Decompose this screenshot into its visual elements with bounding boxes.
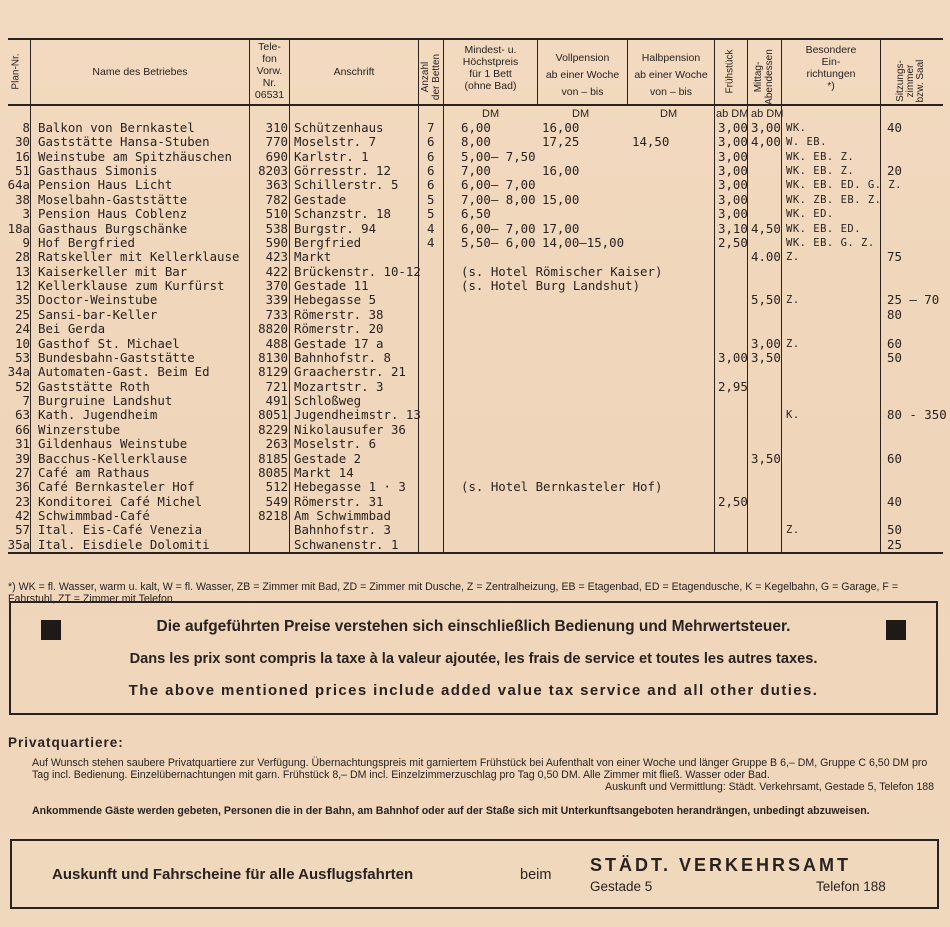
cell-name: Gaststätte Hansa-Stuben: [38, 134, 210, 150]
cell-voll: 17,25: [542, 134, 580, 150]
cell-addr: Burgstr. 94: [294, 220, 377, 236]
cell-name: Café am Rathaus: [38, 464, 150, 480]
cell-mit: 3,00: [751, 335, 781, 351]
cell-sitz: 60: [887, 450, 902, 466]
cell-bes: Z.: [786, 294, 800, 307]
table-row: [0, 437, 950, 451]
table-row: [0, 466, 950, 480]
header-name: Name des Betriebes: [92, 66, 188, 78]
cell-plan: 3: [22, 206, 30, 222]
notice-de: Die aufgeführten Preise verstehen sich einschließlich Bedienung und Mehrwertsteuer.: [156, 618, 791, 635]
header-fruehstueck: Frühstück: [724, 49, 736, 94]
cell-name: Doctor-Weinstube: [38, 292, 158, 308]
cell-tel: 770: [265, 134, 288, 150]
private-agency: Auskunft und Vermittlung: Städt. Verkehrsamt, Gestade 5, Telefon 188: [605, 781, 934, 794]
cell-name: Café Bernkasteler Hof: [38, 479, 195, 495]
cell-name: Gasthaus Simonis: [38, 163, 158, 179]
cell-addr: Gestade 17 a: [294, 335, 384, 351]
cell-fr: 2,50: [718, 234, 748, 250]
unit-mit: ab DM: [751, 108, 784, 120]
cell-tel: 510: [265, 206, 288, 222]
table-row: [0, 380, 950, 394]
cell-name: Pension Haus Coblenz: [38, 206, 188, 222]
private-warning: Ankommende Gäste werden gebeten, Personen die in der Bahn, am Bahnhof oder auf der Staße sich mit Unterkunftsangeboten herandrängen, unbedingt abzuweisen.: [32, 805, 870, 817]
cell-plan: 52: [15, 378, 30, 394]
cell-fr: 3,10: [718, 220, 748, 236]
cell-tel: 339: [265, 292, 288, 308]
cell-plan: 30: [15, 134, 30, 150]
cell-addr: Schloßweg: [294, 393, 362, 409]
cell-name: Gasthof St. Michael: [38, 335, 180, 351]
table-header-rule: [8, 104, 943, 106]
table-row: [0, 351, 950, 365]
cell-addr: Görresstr. 12: [294, 163, 391, 179]
cell-tel: 721: [265, 378, 288, 394]
cell-name: Kaiserkeller mit Bar: [38, 263, 188, 279]
cell-tel: 733: [265, 306, 288, 322]
cell-sitz: 80: [887, 306, 902, 322]
cell-plan: 35a: [7, 536, 30, 552]
cell-tel: 370: [265, 278, 288, 294]
table-row: [0, 164, 950, 178]
header-telefon: Tele- fon Vorw. Nr. 06531: [254, 41, 285, 101]
cell-voll: 17,00: [542, 220, 580, 236]
cell-sitz: 50: [887, 349, 902, 365]
cell-plan: 35: [15, 292, 30, 308]
cell-fr: 3,00: [718, 191, 748, 207]
cell-min: (s. Hotel Burg Landshut): [461, 278, 641, 294]
cell-name: Schwimmbad-Café: [38, 507, 150, 523]
cell-plan: 51: [15, 163, 30, 179]
header-min-max: Mindest- u. Höchstpreis für 1 Bett (ohne Bad): [462, 44, 519, 92]
header-mittag: Mittag- Abendessen: [753, 49, 775, 105]
cell-plan: 8: [22, 120, 30, 135]
cell-tel: 491: [265, 393, 288, 409]
cell-sitz: 40: [887, 493, 902, 509]
table-row: [0, 293, 950, 307]
cell-tel: 8085: [258, 464, 288, 480]
cell-bes: WK. ZB. EB. Z.: [786, 193, 882, 206]
cell-beds: 4: [427, 220, 435, 236]
cell-name: Bundesbahn-Gaststätte: [38, 349, 195, 365]
cell-min: 7,00: [461, 163, 491, 179]
cell-mit: 4.00: [751, 249, 781, 265]
cell-addr: Markt: [294, 249, 332, 265]
cell-mit: 4,50: [751, 220, 781, 236]
table-row: [0, 308, 950, 322]
cell-addr: Gestade 11: [294, 278, 369, 294]
cell-plan: 36: [15, 479, 30, 495]
cell-addr: Moselstr. 7: [294, 134, 377, 150]
cell-addr: Gestade: [294, 191, 347, 207]
cell-sitz: 60: [887, 335, 902, 351]
cell-plan: 63: [15, 407, 30, 423]
private-title: Privatquartiere:: [8, 735, 124, 750]
cell-name: Winzerstube: [38, 421, 121, 437]
notice-fr: Dans les prix sont compris la taxe à la valeur ajoutée, les frais de service et toutes les autres taxes.: [129, 651, 818, 667]
cell-addr: Bahnhofstr. 8: [294, 349, 391, 365]
cell-plan: 66: [15, 421, 30, 437]
cell-tel: 782: [265, 191, 288, 207]
cell-beds: 4: [427, 234, 435, 250]
cell-tel: 512: [265, 479, 288, 495]
cell-bes: WK. EB. G. Z.: [786, 236, 875, 249]
footnote: *) WK = fl. Wasser, warm u. kalt, W = fl. Wasser, ZB = Zimmer mit Bad, ZD = Zimmer mit Dusche, Z = Zentralheizung, EB = Etagenbad, ED = Etagendusche, K = Kegelbahn, G = Garage, F = Fahrstuhl, ZT = Zimmer mit Telefon: [8, 581, 899, 605]
table-row: [0, 509, 950, 523]
cell-min: 7,00– 8,00: [461, 191, 536, 207]
cell-plan: 9: [22, 234, 30, 250]
cell-plan: 31: [15, 436, 30, 452]
table-row: [0, 236, 950, 250]
cell-fr: 3,00: [718, 120, 748, 135]
cell-fr: 3,00: [718, 148, 748, 164]
cell-bes: WK. EB. ED. G. Z.: [786, 179, 902, 192]
cell-addr: Jugendheimstr. 13: [294, 407, 421, 423]
cell-bes: Z.: [786, 337, 800, 350]
cell-sitz: 80 - 350: [887, 407, 947, 423]
cell-addr: Schwanenstr. 1: [294, 536, 399, 552]
cell-min: 6,00– 7,00: [461, 220, 536, 236]
cell-tel: 590: [265, 234, 288, 250]
cell-addr: Römerstr. 31: [294, 493, 384, 509]
cell-addr: Karlstr. 1: [294, 148, 369, 164]
table-row: [0, 480, 950, 494]
cell-fr: 3,00: [718, 163, 748, 179]
cell-tel: 422: [265, 263, 288, 279]
cell-min: 6,00: [461, 120, 491, 135]
table-top-rule: [8, 38, 943, 40]
header-betten: Anzahl der Betten: [420, 53, 442, 101]
cell-mit: 3,00: [751, 120, 781, 135]
cell-plan: 42: [15, 507, 30, 523]
cell-fr: 3,00: [718, 134, 748, 150]
cell-mit: 3,50: [751, 450, 781, 466]
cell-fr: 2,95: [718, 378, 748, 394]
cell-beds: 6: [427, 148, 435, 164]
cell-min: 5,00– 7,50: [461, 148, 536, 164]
cell-min: 6,00– 7,00: [461, 177, 536, 193]
cell-voll: 16,00: [542, 120, 580, 135]
header-halbpension: Halbpension ab einer Woche von – bis: [634, 52, 708, 98]
price-notice-box: [9, 601, 938, 715]
unit-voll: DM: [572, 108, 590, 120]
cell-beds: 7: [427, 120, 435, 135]
cell-plan: 16: [15, 148, 30, 164]
cell-name: Automaten-Gast. Beim Ed: [38, 364, 210, 380]
unit-min: DM: [482, 108, 500, 120]
cell-plan: 39: [15, 450, 30, 466]
cell-addr: Moselstr. 6: [294, 436, 377, 452]
cell-name: Pension Haus Licht: [38, 177, 173, 193]
cell-name: Bacchus-Kellerklause: [38, 450, 188, 466]
cell-bes: WK. EB. ED.: [786, 222, 862, 235]
cell-name: Kath. Jugendheim: [38, 407, 158, 423]
cell-plan: 34a: [7, 364, 30, 380]
cell-plan: 28: [15, 249, 30, 265]
cell-bes: Z.: [786, 524, 800, 537]
cell-addr: Schützenhaus: [294, 120, 384, 135]
cell-name: Weinstube am Spitzhäuschen: [38, 148, 232, 164]
cell-bes: Z.: [786, 251, 800, 264]
cell-plan: 25: [15, 306, 30, 322]
cell-fr: 3,00: [718, 206, 748, 222]
table-row: [0, 452, 950, 466]
cell-min: 6,50: [461, 206, 491, 222]
cell-min: 8,00: [461, 134, 491, 150]
cell-plan: 64a: [7, 177, 30, 193]
cell-plan: 23: [15, 493, 30, 509]
table-row: [0, 279, 950, 293]
cell-addr: Schillerstr. 5: [294, 177, 399, 193]
cell-name: Gasthaus Burgschänke: [38, 220, 188, 236]
cell-sitz: 50: [887, 522, 902, 538]
table-row: [0, 178, 950, 192]
info-beim: beim: [520, 867, 552, 883]
header-besondere: Besondere Ein- richtungen *): [805, 44, 857, 92]
info-text: Auskunft und Fahrscheine für alle Ausflugsfahrten: [52, 866, 414, 883]
cell-tel: 8051: [258, 407, 288, 423]
cell-addr: Bergfried: [294, 234, 362, 250]
cell-fr: 3,00: [718, 177, 748, 193]
cell-fr: 3,00: [718, 349, 748, 365]
cell-min: (s. Hotel Römischer Kaiser): [461, 263, 663, 279]
cell-tel: 690: [265, 148, 288, 164]
cell-addr: Brückenstr. 10-12: [294, 263, 421, 279]
table-row: [0, 135, 950, 149]
table-row: [0, 207, 950, 221]
cell-tel: 363: [265, 177, 288, 193]
cell-addr: Gestade 2: [294, 450, 362, 466]
cell-beds: 5: [427, 206, 435, 222]
cell-tel: 8218: [258, 507, 288, 523]
header-plan-nr: Plan-Nr.: [10, 53, 22, 90]
cell-addr: Bahnhofstr. 3: [294, 522, 391, 538]
info-box: [10, 839, 939, 909]
office-name: STÄDT. VERKEHRSAMT: [590, 855, 852, 875]
cell-tel: 488: [265, 335, 288, 351]
cell-addr: Nikolausufer 36: [294, 421, 406, 437]
unit-halb: DM: [660, 108, 678, 120]
table-bottom-rule: [8, 552, 943, 554]
cell-bes: WK. EB. Z.: [786, 150, 855, 163]
cell-plan: 12: [15, 278, 30, 294]
header-anschrift: Anschrift: [333, 66, 375, 78]
cell-beds: 6: [427, 177, 435, 193]
cell-fr: 2,50: [718, 493, 748, 509]
cell-tel: 8129: [258, 364, 288, 380]
cell-name: Moselbahn-Gaststätte: [38, 191, 188, 207]
cell-plan: 27: [15, 464, 30, 480]
cell-beds: 6: [427, 134, 435, 150]
table-row: [0, 523, 950, 537]
cell-sitz: 20: [887, 163, 902, 179]
cell-halb: 14,50: [632, 134, 670, 150]
cell-name: Ital. Eisdiele Dolomiti: [38, 536, 210, 552]
cell-plan: 53: [15, 349, 30, 365]
cell-mit: 4,00: [751, 134, 781, 150]
cell-addr: Hebegasse 1 · 3: [294, 479, 406, 495]
table-row: [0, 250, 950, 264]
table-row: [0, 495, 950, 509]
unit-fr: ab DM: [716, 108, 749, 120]
cell-name: Sansi-bar-Keller: [38, 306, 158, 322]
table-row: [0, 150, 950, 164]
cell-tel: 263: [265, 436, 288, 452]
office-address: Gestade 5: [590, 879, 653, 894]
cell-bes: WK. ED.: [786, 208, 834, 221]
cell-addr: Schanzstr. 18: [294, 206, 391, 222]
cell-tel: 8130: [258, 349, 288, 365]
cell-tel: 549: [265, 493, 288, 509]
cell-tel: 8820: [258, 321, 288, 337]
cell-bes: K.: [786, 409, 800, 422]
table-row: [0, 193, 950, 207]
cell-min: (s. Hotel Bernkasteler Hof): [461, 479, 663, 495]
cell-plan: 13: [15, 263, 30, 279]
table-row: [0, 337, 950, 351]
cell-sitz: 25: [887, 536, 902, 552]
table-row: [0, 408, 950, 422]
cell-plan: 24: [15, 321, 30, 337]
cell-sitz: 40: [887, 120, 902, 135]
cell-mit: 5,50: [751, 292, 781, 308]
cell-plan: 38: [15, 191, 30, 207]
cell-name: Ital. Eis-Café Venezia: [38, 522, 203, 538]
cell-plan: 57: [15, 522, 30, 538]
table-row: [0, 394, 950, 408]
header-sitzung: Sitzungs- zimmer bzw. Saal: [895, 59, 926, 103]
table-row: [0, 222, 950, 236]
cell-voll: 14,00–15,00: [542, 234, 625, 250]
cell-bes: W. EB.: [786, 136, 827, 149]
cell-addr: Mozartstr. 3: [294, 378, 384, 394]
cell-bes: WK. EB. Z.: [786, 165, 855, 178]
cell-name: Kellerklause zum Kurfürst: [38, 278, 225, 294]
cell-addr: Römerstr. 38: [294, 306, 384, 322]
cell-tel: 8229: [258, 421, 288, 437]
cell-name: Gaststätte Roth: [38, 378, 150, 394]
cell-name: Balkon von Bernkastel: [38, 120, 195, 135]
header-vollpension: Vollpension ab einer Woche von – bis: [545, 52, 620, 98]
table-row: [0, 121, 950, 135]
cell-name: Hof Bergfried: [38, 234, 135, 250]
cell-plan: 10: [15, 335, 30, 351]
table-row: [0, 423, 950, 437]
table-row: [0, 365, 950, 379]
notice-en: The above mentioned prices include added value tax service and all other duties.: [128, 682, 819, 699]
table-row: [0, 265, 950, 279]
cell-sitz: 75: [887, 249, 902, 265]
cell-addr: Römerstr. 20: [294, 321, 384, 337]
cell-sitz: 25 – 70: [887, 292, 940, 308]
cell-addr: Am Schwimmbad: [294, 507, 391, 523]
cell-addr: Markt 14: [294, 464, 354, 480]
cell-name: Konditorei Café Michel: [38, 493, 203, 509]
cell-voll: 16,00: [542, 163, 580, 179]
cell-name: Ratskeller mit Kellerklause: [38, 249, 240, 265]
cell-min: 5,50– 6,00: [461, 234, 536, 250]
cell-tel: 310: [265, 120, 288, 135]
cell-addr: Graacherstr. 21: [294, 364, 406, 380]
office-phone: Telefon 188: [816, 879, 886, 894]
cell-plan: 7: [22, 393, 30, 409]
cell-plan: 18a: [7, 220, 30, 236]
table-row: [0, 322, 950, 336]
cell-name: Burgruine Landshut: [38, 393, 173, 409]
cell-tel: 8185: [258, 450, 288, 466]
cell-addr: Hebegasse 5: [294, 292, 377, 308]
private-text: Auf Wunsch stehen saubere Privatquartiere zur Verfügung. Übernachtungspreis mit garniertem Frühstück bei Aufenthalt von einer Woche und länger Gruppe B 6,– DM, Gruppe C 6,50 DM pro Tag incl. Bedienung. Einzelübernachtungen mit garn. Frühstück 8,– DM incl. Einzelzimmerzuschlag pro Tag 0,50 DM. Alle Zimmer mit fließ. Wasser oder Bad. Auskunft und Vermittlung: Städt. Verkehrsamt, Gestade 5, Telefon 188: [32, 757, 940, 794]
cell-name: Gildenhaus Weinstube: [38, 436, 188, 452]
cell-bes: WK.: [786, 122, 807, 134]
cell-tel: 423: [265, 249, 288, 265]
cell-tel: 8203: [258, 163, 288, 179]
cell-voll: 15,00: [542, 191, 580, 207]
cell-tel: 538: [265, 220, 288, 236]
cell-name: Bei Gerda: [38, 321, 106, 337]
cell-mit: 3,50: [751, 349, 781, 365]
cell-beds: 5: [427, 191, 435, 207]
cell-beds: 6: [427, 163, 435, 179]
table-row: [0, 538, 950, 552]
